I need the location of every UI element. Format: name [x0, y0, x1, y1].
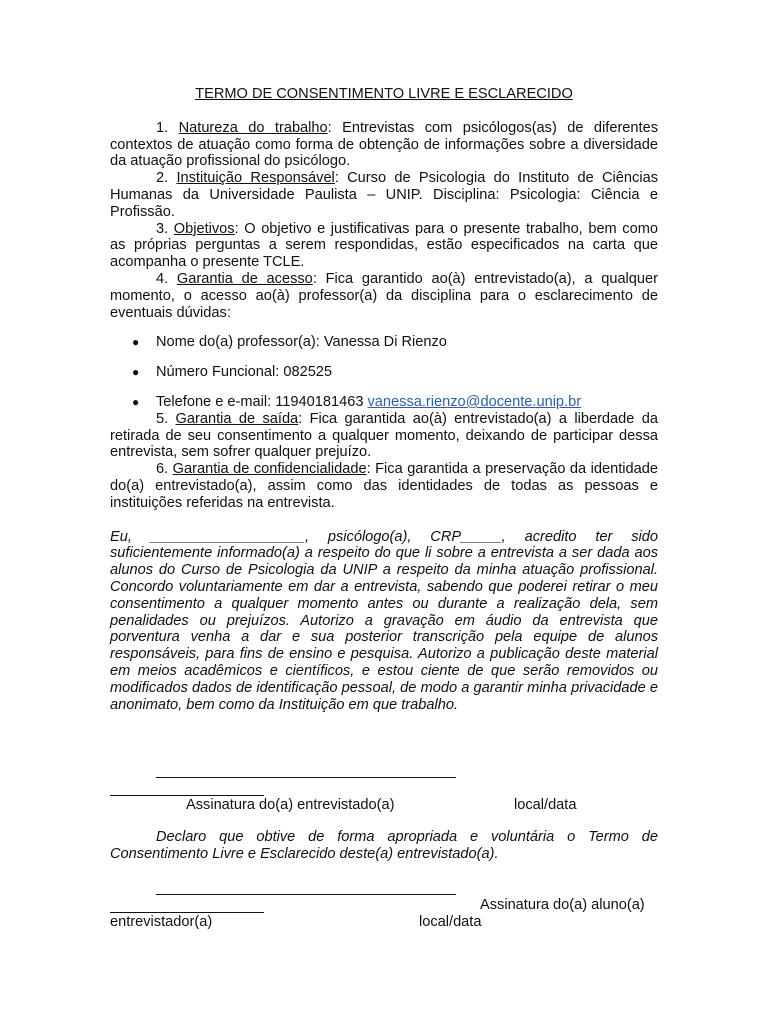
clause-heading: Natureza do trabalho: [178, 119, 328, 136]
signature-line: [156, 777, 456, 778]
signature-student-label: Assinatura do(a) aluno(a): [480, 897, 645, 913]
clause-3: 3. Objetivos: O objetivo e justificativas para o presente trabalho, bem como as próprias perguntas a serem respondidas, estão especificados na carta que acompanha o presente TCLE.: [110, 220, 658, 271]
signature-line: [110, 795, 264, 796]
declaration-paragraph: Declaro que obtive de forma apropriada e voluntária o Termo de Consentimento Livre e Esclarecido deste(a) entrevistado(a).: [110, 829, 658, 862]
clause-5: 5. Garantia de saída: Fica garantida ao(à) entrevistado(a) a liberdade da retirada de seu consentimento a qualquer momento, deixando de participar dessa entrevista, sem sofrer qualquer prejuízo.: [110, 410, 658, 461]
local-date-label: local/data: [419, 914, 482, 930]
consent-paragraph: Eu, ___________________, psicólogo(a), CRP_____, acredito ter sido suficientemente informado(a) a respeito do que li sobre a entrevista a ser dada aos alunos do Curso de Psicologia da UNIP a respeito da minha atuação profissional. Concordo voluntariamente em dar a entrevista, sabendo que poderei retirar o meu consentimento a qualquer momento antes ou durante a realização dela, sem penalidades ou prejuízos. Autorizo a gravação em áudio da entrevista que porventura venha a dar e sua posterior transcrição pela equipe de alunos responsáveis, para fins de ensino e pesquisa. Autorizo a publicação deste material em meios acadêmicos e científicos, e estou ciente de que serão removidos ou modificados dados de identificação pessoal, de modo a garantir minha privacidade e anonimato, bem como da Instituição em que trabalho.: [110, 528, 658, 713]
clause-4: 4. Garantia de acesso: Fica garantido ao(à) entrevistado(a), a qualquer momento, o acesso ao(à) professor(a) da disciplina para o esclarecimento de eventuais dúvidas:: [110, 270, 659, 321]
clause-6: 6. Garantia de confidencialidade: Fica garantida a preservação da identidade do(a) entrevistado(a), assim como das identidades de todas as pessoas e instituições referidas na entrevista.: [110, 461, 658, 511]
list-item: ● Número Funcional: 082525: [132, 364, 333, 381]
bullet-icon: ●: [132, 335, 140, 350]
clause-heading: Garantia de saída: [175, 410, 299, 427]
clause-1: 1. Natureza do trabalho: Entrevistas com psicólogos(as) de diferentes contextos de atuação como forma de obtenção de informações sobre a diversidade da atuação profissional do psicólogo.: [110, 119, 659, 170]
clause-heading: Garantia de acesso: [176, 270, 313, 287]
clause-heading: Instituição Responsável: [176, 170, 335, 187]
bullet-icon: ●: [132, 365, 140, 380]
clause-2: 2. Instituição Responsável: Curso de Psicologia do Instituto de Ciências Humanas da Universidade Paulista – UNIP. Disciplina: Psicologia: Ciência e Profissão.: [110, 170, 658, 220]
consent-document: [110, 86, 658, 713]
bullet-icon: ●: [132, 394, 140, 409]
email-link[interactable]: vanessa.rienzo@docente.unip.br: [367, 393, 582, 410]
list-item: ● Nome do(a) professor(a): Vanessa Di Rienzo: [132, 334, 447, 351]
signature-student-label-cont: entrevistador(a): [110, 914, 213, 930]
signature-line: [110, 912, 264, 913]
document-title: TERMO DE CONSENTIMENTO LIVRE E ESCLARECIDO: [195, 86, 573, 102]
local-date-label: local/data: [514, 797, 577, 813]
signature-line: [156, 894, 456, 895]
clause-heading: Objetivos: [173, 220, 235, 237]
clause-heading: Garantia de confidencialidade: [172, 461, 367, 478]
contact-list: [110, 334, 658, 410]
list-item: ● Telefone e e-mail: 11940181463 vanessa.rienzo@docente.unip.br: [132, 393, 582, 410]
signature-interviewee-label: Assinatura do(a) entrevistado(a): [186, 797, 395, 813]
